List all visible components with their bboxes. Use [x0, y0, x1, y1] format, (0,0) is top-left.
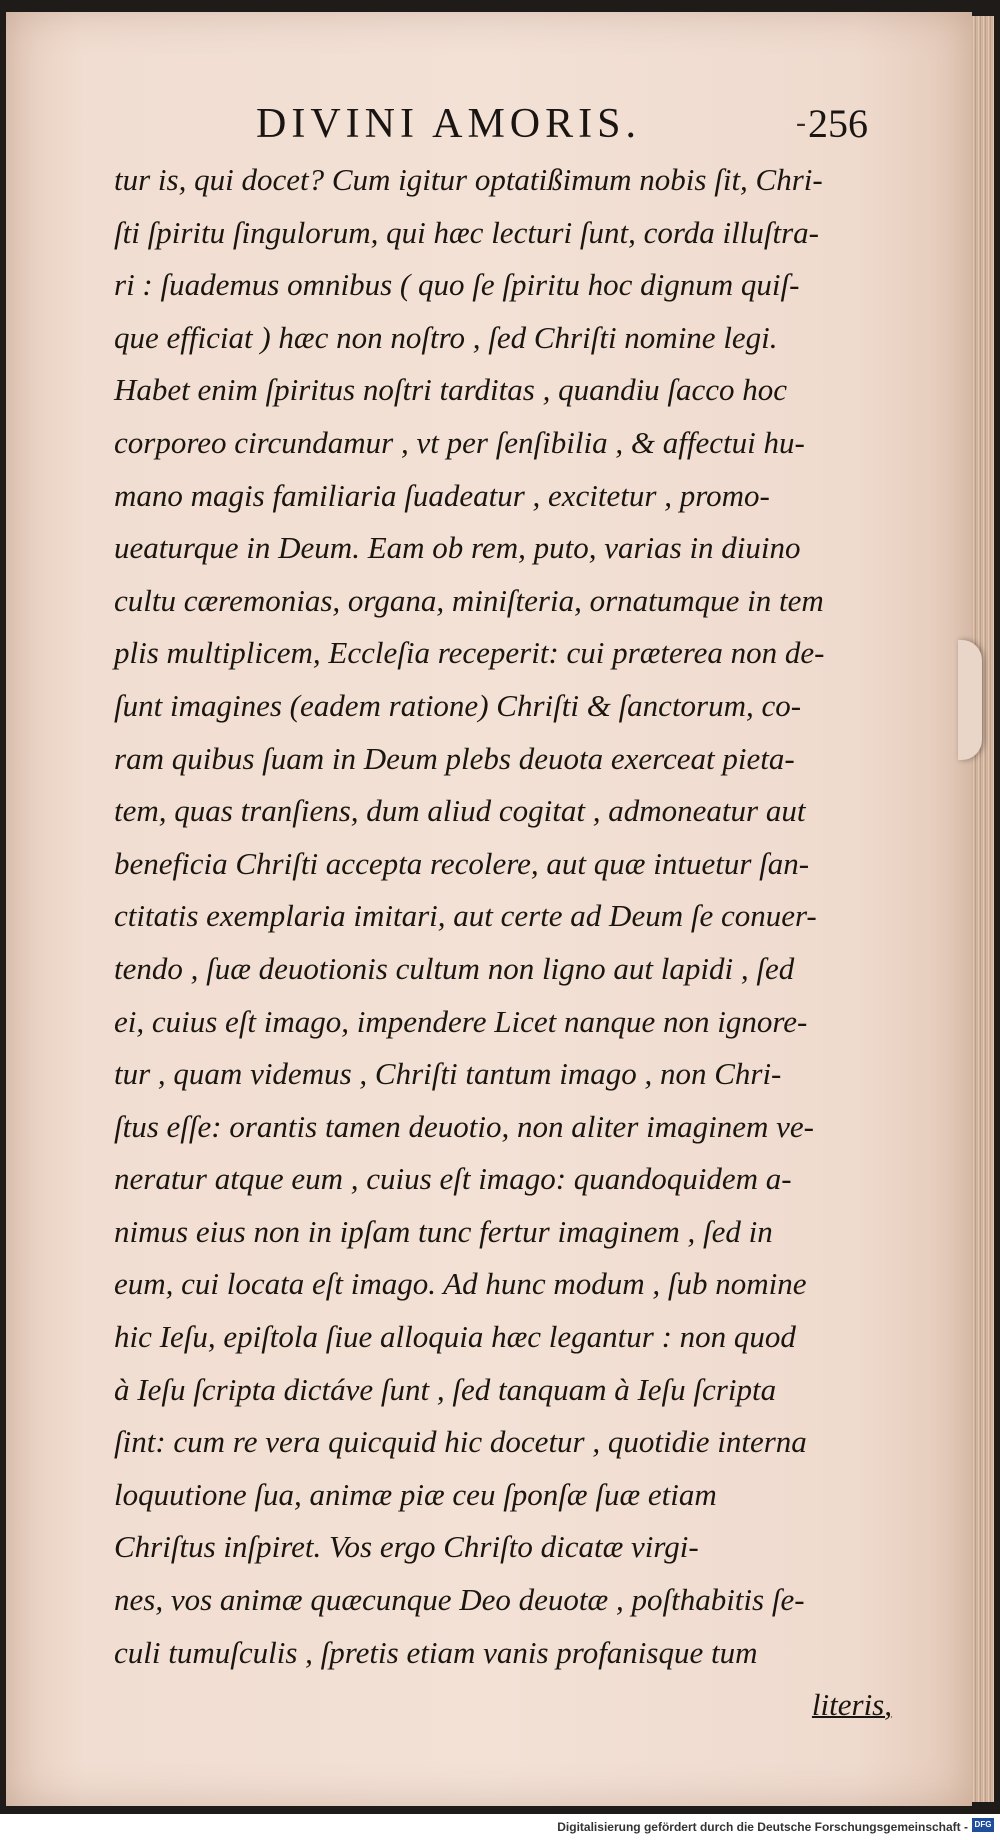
- text-line: corporeo circundamur , vt per ſenſibilia , & affectui hu-: [114, 424, 805, 460]
- page-tab-marker: [958, 640, 982, 760]
- text-line: ri : ſuademus omnibus ( quo ſe ſpiritu hoc dignum quiſ-: [114, 267, 800, 303]
- page-edge-stack: [972, 16, 994, 1802]
- text-line: culi tumuſculis , ſpretis etiam vanis profanisque tum: [114, 1634, 758, 1670]
- text-line: nes, vos animæ quæcunque Deo deuotæ , poſthabitis ſe-: [114, 1582, 805, 1618]
- catchword: literis,: [811, 1687, 892, 1723]
- book-page: [6, 12, 972, 1806]
- body-text: [114, 154, 902, 1732]
- text-line: que efficiat ) hæc non noſtro , ſed Chriſti nomine legi.: [114, 319, 778, 355]
- text-line: ram quibus ſuam in Deum plebs deuota exerceat pieta-: [114, 740, 795, 776]
- text-line: tem, quas tranſiens, dum aliud cogitat , admoneatur aut: [114, 793, 806, 829]
- digitization-footer: [0, 1814, 1000, 1840]
- text-line: loquutione ſua, animæ piæ ceu ſponſæ ſuæ etiam: [114, 1476, 717, 1512]
- text-line: eum, cui locata eſt imago. Ad hunc modum , ſub nomine: [114, 1266, 807, 1302]
- text-line: ſti ſpiritu ſingulorum, qui hæc lecturi ſunt, corda illuſtra-: [114, 214, 819, 250]
- page-header: [256, 100, 906, 150]
- text-line: ueaturque in Deum. Eam ob rem, puto, varias in diuino: [114, 530, 801, 566]
- text-line: ſtus eſſe: orantis tamen deuotio, non aliter imaginem ve-: [114, 1108, 814, 1144]
- text-line: plis multiplicem, Eccleſia receperit: cui præterea non de-: [114, 635, 825, 671]
- text-line: ſint: cum re vera quicquid hic docetur , quotidie interna: [114, 1424, 807, 1460]
- text-line: hic Ieſu, epiſtola ſiue alloquia hæc legantur : non quod: [114, 1319, 796, 1355]
- folio-dash: -: [796, 106, 806, 139]
- text-line: beneficia Chriſti accepta recolere, aut quæ intuetur ſan-: [114, 845, 810, 881]
- text-line: ctitatis exemplaria imitari, aut certe ad Deum ſe conuer-: [114, 898, 817, 934]
- text-line: nimus eius non in ipſam tunc fertur imaginem , ſed in: [114, 1213, 773, 1249]
- text-line: tur , quam videmus , Chriſti tantum imago , non Chri-: [114, 1056, 782, 1092]
- funding-credit: Digitalisierung gefördert durch die Deutsche Forschungsgemeinschaft -: [557, 1820, 968, 1834]
- text-line: mano magis familiaria ſuadeatur , excitetur , promo-: [114, 477, 770, 513]
- dfg-logo-icon: DFG: [972, 1818, 994, 1832]
- text-line: à Ieſu ſcripta dictáve ſunt , ſed tanquam à Ieſu ſcripta: [114, 1371, 777, 1407]
- text-line: Habet enim ſpiritus noſtri tarditas , quandiu ſacco hoc: [114, 372, 788, 408]
- text-line: tendo , ſuæ deuotionis cultum non ligno aut lapidi , ſed: [114, 950, 795, 986]
- text-line: cultu cæremonias, organa, miniſteria, ornatumque in tem: [114, 582, 824, 618]
- text-line: ſunt imagines (eadem ratione) Chriſti & ſanctorum, co-: [114, 687, 802, 723]
- text-line: ei, cuius eſt imago, impendere Licet nanque non ignore-: [114, 1003, 808, 1039]
- running-head: DIVINI AMORIS.: [256, 101, 641, 147]
- text-line: neratur atque eum , cuius eſt imago: quandoquidem a-: [114, 1161, 792, 1197]
- text-line: tur is, qui docet? Cum igitur optatißimum nobis ſit, Chri-: [114, 162, 823, 197]
- text-line: Chriſtus inſpiret. Vos ergo Chriſto dicatæ virgi-: [114, 1529, 699, 1565]
- page-number: 256: [808, 101, 868, 146]
